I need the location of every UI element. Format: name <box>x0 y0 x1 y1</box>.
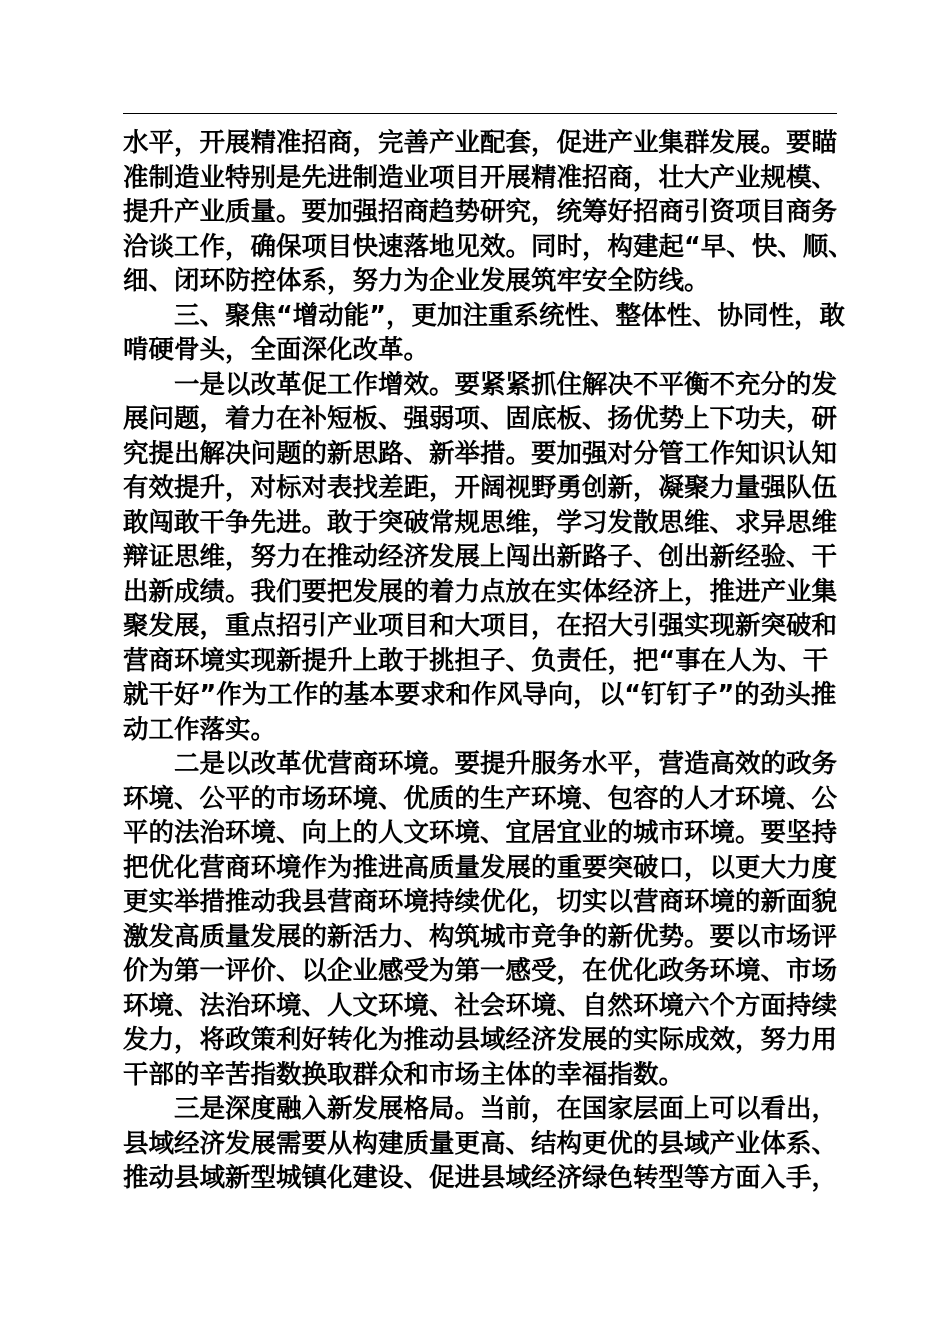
text-line: 县域经济发展需要从构建质量更高、结构更优的县域产业体系、 <box>123 1128 838 1159</box>
text-line: 干部的辛苦指数换取群众和市场主体的幸福指数。 <box>123 1059 685 1090</box>
text-line: 动工作落实。 <box>123 714 277 745</box>
text-line: 啃硬骨头，全面深化改革。 <box>123 335 430 365</box>
text-line: 二是以改革优营商环境。要提升服务水平，营造高效的政务 <box>174 749 838 779</box>
text-line: 敢闯敢干争先进。敢于突破常规思维，学习发散思维、求异思维 <box>123 507 838 538</box>
text-line: 环境、法治环境、人文环境、社会环境、自然环境六个方面持续 <box>123 990 838 1021</box>
text-line: 平的法治环境、向上的人文环境、宜居宜业的城市环境。要坚持 <box>123 818 838 848</box>
paragraph <box>123 1092 837 1196</box>
text-line: 就干好”作为工作的基本要求和作风导向，以“钉钉子”的劲头推 <box>123 680 837 710</box>
text-line: 发力，将政策利好转化为推动县域经济发展的实际成效，努力用 <box>123 1025 838 1055</box>
text-line: 细、闭环防控体系，努力为企业发展筑牢安全防线。 <box>123 266 710 296</box>
paragraph <box>123 368 837 748</box>
text-line: 水平，开展精准招商，完善产业配套，促进产业集群发展。要瞄 <box>123 128 838 158</box>
text-line: 三是深度融入新发展格局。当前，在国家层面上可以看出， <box>174 1094 838 1124</box>
paragraph <box>123 747 837 1092</box>
text-line: 有效提升，对标对表找差距，开阔视野勇创新，凝聚力量强队伍 <box>123 473 838 503</box>
text-line: 价为第一评价、以企业感受为第一感受，在优化政务环境、市场 <box>123 956 838 986</box>
text-line: 一是以改革促工作增效。要紧紧抓住解决不平衡不充分的发 <box>174 369 838 400</box>
text-line: 洽谈工作，确保项目快速落地见效。同时，构建起“早、快、顺、 <box>123 231 854 262</box>
text-line: 推动县域新型城镇化建设、促进县域经济绿色转型等方面入手， <box>123 1163 838 1193</box>
text-line: 把优化营商环境作为推进高质量发展的重要突破口，以更大力度 <box>123 852 838 883</box>
text-line: 三、聚焦“增动能”，更加注重系统性、整体性、协同性，敢 <box>174 300 846 331</box>
text-line: 辩证思维，努力在推动经济发展上闯出新路子、创出新经验、干 <box>123 542 838 572</box>
text-line: 究提出解决问题的新思路、新举措。要加强对分管工作知识认知 <box>123 438 838 469</box>
text-line: 出新成绩。我们要把发展的着力点放在实体经济上，推进产业集 <box>123 576 838 607</box>
text-line: 激发高质量发展的新活力、构筑城市竞争的新优势。要以市场评 <box>123 921 838 952</box>
text-line: 提升产业质量。要加强招商趋势研究，统筹好招商引资项目商务 <box>123 197 838 227</box>
text-line: 准制造业特别是先进制造业项目开展精准招商，壮大产业规模、 <box>123 162 838 193</box>
text-line: 环境、公平的市场环境、优质的生产环境、包容的人才环境、公 <box>123 783 838 814</box>
header-rule <box>123 113 837 114</box>
text-line: 聚发展，重点招引产业项目和大项目，在招大引强实现新突破和 <box>123 611 838 641</box>
paragraph <box>123 126 854 299</box>
text-line: 营商环境实现新提升上敢于挑担子、负责任，把“事在人为、干 <box>123 645 829 676</box>
text-line: 展问题，着力在补短板、强弱项、固底板、扬优势上下功夫，研 <box>123 404 838 434</box>
paragraph <box>123 299 846 368</box>
document-body <box>123 126 854 1196</box>
text-line: 更实举措推动我县营商环境持续优化，切实以营商环境的新面貌 <box>123 887 838 917</box>
